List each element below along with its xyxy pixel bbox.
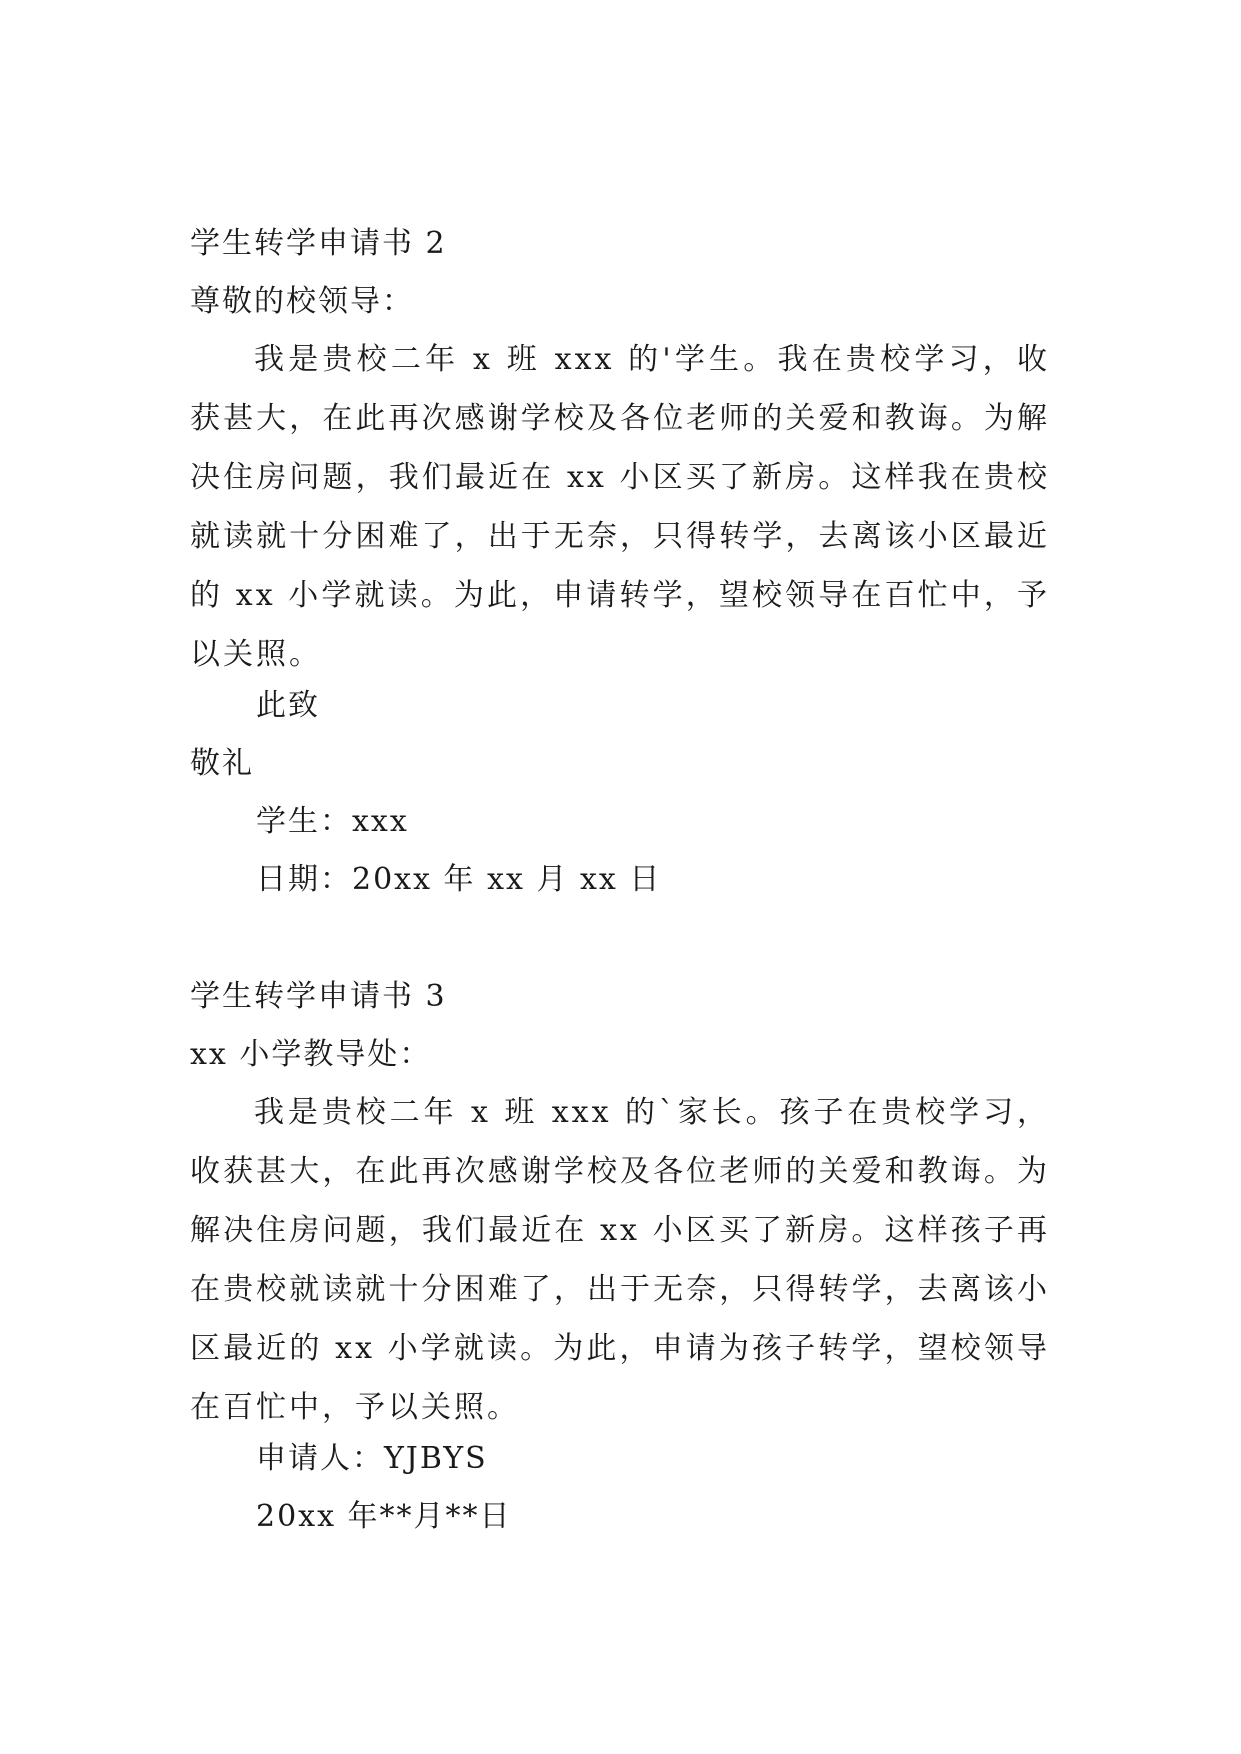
letter3-applicant: 申请人：YJBYS (256, 1441, 488, 1476)
letter2-student: 学生：xxx (256, 804, 409, 839)
letter2-title: 学生转学申请书 2 (190, 226, 447, 261)
letter2-salutation: 尊敬的校领导： (190, 284, 414, 319)
letter2-closing-2: 敬礼 (190, 746, 254, 781)
letter3-salutation: xx 小学教导处： (190, 1037, 432, 1072)
letter2-date: 日期：20xx 年 xx 月 xx 日 (256, 862, 662, 897)
letter3-date: 20xx 年**月**日 (256, 1499, 512, 1534)
letter3-title: 学生转学申请书 3 (190, 979, 447, 1014)
letter2-body: 我是贵校二年 x 班 xxx 的'学生。我在贵校学习，收获甚大，在此再次感谢学校及各位老师的关爱和教诲。为解决住房问题，我们最近在 xx 小区买了新房。这样我在贵校就读就十分困难了，出于无奈，只得转学，去离该小区最近的 xx 小学就读。为此，申请转学，望校领导在百忙中，予以关照。 (190, 342, 1050, 672)
letter2-closing-1: 此致 (256, 688, 320, 723)
letter3-body: 我是贵校二年 x 班 xxx 的`家长。孩子在贵校学习，收获甚大，在此再次感谢学校及各位老师的关爱和教诲。为解决住房问题，我们最近在 xx 小区买了新房。这样孩子再在贵校就读就十分困难了，出于无奈，只得转学，去离该小区最近的 xx 小学就读。为此，申请为孩子转学，望校领导在百忙中，予以关照。 (190, 1095, 1050, 1425)
